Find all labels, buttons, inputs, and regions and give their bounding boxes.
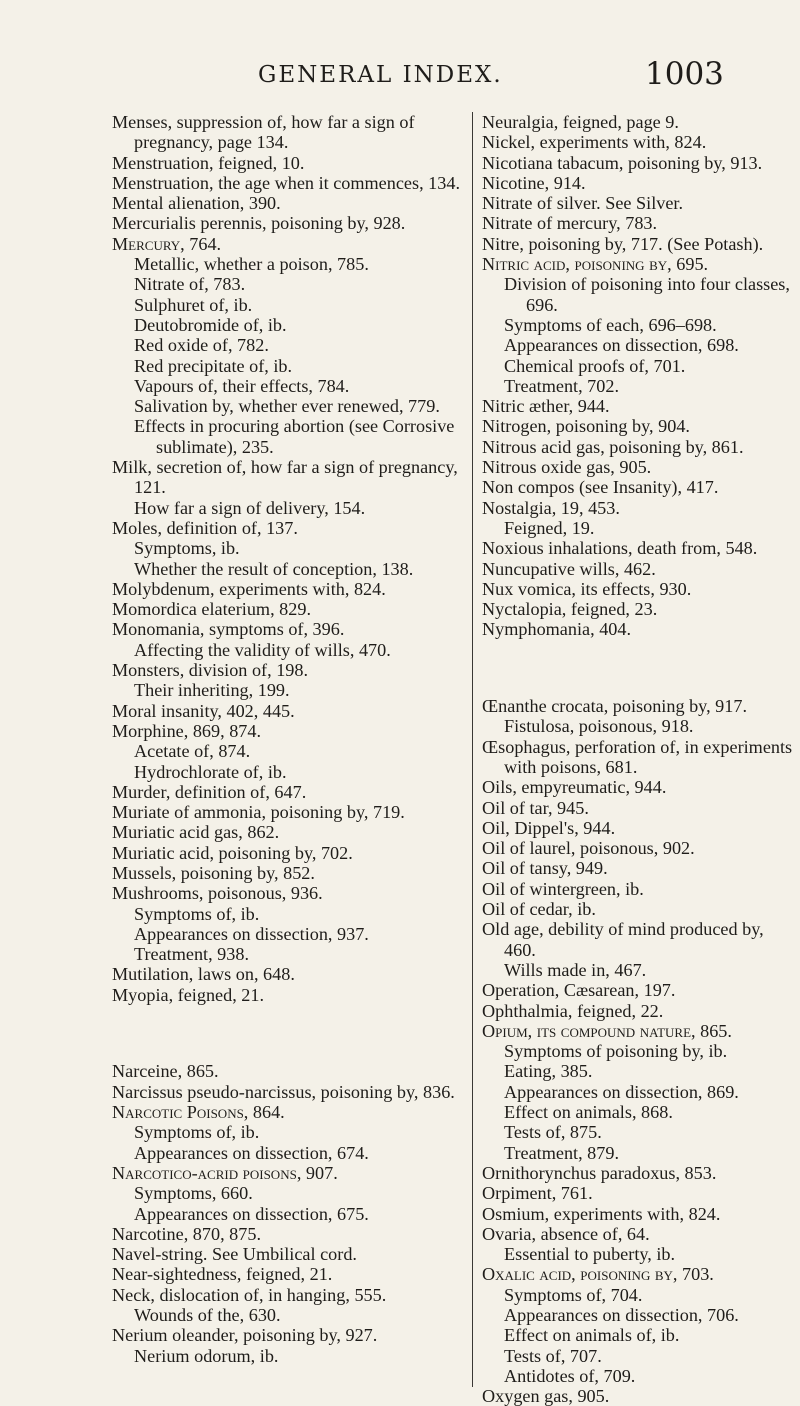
index-subentry: Chemical proofs of, 701.: [504, 355, 686, 376]
index-subentry: Symptoms of, ib.: [134, 903, 260, 924]
index-subentry: Deutobromide of, ib.: [134, 314, 287, 335]
index-entry: Murder, definition of, 647.: [112, 781, 307, 802]
index-entry: Mutilation, laws on, 648.: [112, 964, 295, 985]
index-entry: Nitrate of silver. See Silver.: [482, 193, 684, 214]
index-entry: Nerium oleander, poisoning by, 927.: [112, 1325, 378, 1346]
index-entry: Narcissus pseudo-narcissus, poisoning by, 836.: [112, 1081, 455, 1102]
index-entry: Neck, dislocation of, in hanging, 555.: [112, 1284, 387, 1305]
index-entry: Muriate of ammonia, poisoning by, 719.: [112, 802, 405, 823]
index-entry: Moles, definition of, 137.: [112, 517, 298, 538]
index-entry: Ovaria, absence of, 64.: [482, 1223, 650, 1244]
index-subentry: Symptoms of poisoning by, ib.: [504, 1041, 728, 1062]
section-gap: [482, 658, 800, 678]
index-entry: Noxious inhalations, death from, 548.: [482, 538, 758, 559]
index-entry: Oxalic acid, poisoning by, 703.: [482, 1264, 714, 1285]
index-entry: Oil of tar, 945.: [482, 797, 589, 818]
index-entry: Oil, Dippel's, 944.: [482, 817, 616, 838]
index-subentry: Treatment, 702.: [504, 375, 620, 396]
index-entry: Monsters, division of, 198.: [112, 660, 309, 681]
index-subentry: Treatment, 879.: [504, 1142, 620, 1163]
index-subentry: Nerium odorum, ib.: [134, 1345, 279, 1366]
index-subentry: Sulphuret of, ib.: [134, 294, 253, 315]
index-subentry: Effect on animals, 868.: [504, 1102, 673, 1123]
index-subentry: Symptoms, ib.: [134, 538, 240, 559]
index-subentry: Appearances on dissection, 706.: [504, 1305, 739, 1325]
index-entry: Muriatic acid, poisoning by, 702.: [112, 842, 353, 863]
index-subentry: Symptoms of each, 696–698.: [504, 314, 717, 335]
index-subentry: Essential to puberty, ib.: [504, 1244, 676, 1265]
index-entry: Oil of wintergreen, ib.: [482, 878, 644, 899]
index-entry: Opium, its compound nature, 865.: [482, 1020, 732, 1041]
index-entry: Nitric æther, 944.: [482, 396, 610, 417]
index-subentry: Appearances on dissection, 869.: [504, 1081, 739, 1102]
index-entry: Nitrous acid gas, poisoning by, 861.: [482, 436, 744, 457]
index-subentry: Nitrate of, 783.: [134, 274, 246, 295]
index-subentry: Eating, 385.: [504, 1061, 593, 1082]
index-entry: Oil of tansy, 949.: [482, 858, 608, 879]
index-entry: Neuralgia, feigned, page 9.: [482, 112, 679, 132]
index-entry: Molybdenum, experiments with, 824.: [112, 578, 386, 599]
index-subentry: Antidotes of, 709.: [504, 1365, 636, 1386]
index-entry: Menses, suppression of, how far a sign of pregnancy, page 134.: [112, 112, 415, 153]
index-entry: Morphine, 869, 874.: [112, 720, 262, 741]
index-entry: Nostalgia, 19, 453.: [482, 497, 620, 518]
index-subentry: Red oxide of, 782.: [134, 335, 269, 356]
index-subentry: Treatment, 938.: [134, 944, 250, 965]
index-entry: Momordica elaterium, 829.: [112, 599, 311, 620]
index-entry: Mushrooms, poisonous, 936.: [112, 883, 323, 904]
page-header: [0, 56, 800, 112]
index-entry: Menstruation, the age when it commences, 134.: [112, 172, 460, 193]
index-subentry: Appearances on dissection, 674.: [134, 1142, 369, 1163]
index-subentry: Appearances on dissection, 675.: [134, 1203, 369, 1224]
index-entry: Narceine, 865.: [112, 1061, 219, 1082]
index-entry: Oxygen gas, 905.: [482, 1386, 610, 1406]
index-entry: Nymphomania, 404.: [482, 619, 632, 640]
index-subentry: Wounds of the, 630.: [134, 1305, 281, 1325]
index-subentry: Hydrochlorate of, ib.: [134, 761, 287, 782]
index-subentry: Wills made in, 467.: [504, 959, 647, 980]
index-entry: Mercury, 764.: [112, 233, 222, 254]
index-entry: Oil of laurel, poisonous, 902.: [482, 838, 695, 859]
index-subentry: Effects in procuring abortion (see Corrosive sublimate), 235.: [134, 416, 455, 457]
index-entry: Menstruation, feigned, 10.: [112, 152, 305, 173]
index-subentry: Tests of, 707.: [504, 1345, 602, 1366]
index-entry: Nicotine, 914.: [482, 172, 586, 193]
index-entry: Non compos (see Insanity), 417.: [482, 477, 719, 498]
index-entry: Œsophagus, perforation of, in experiments with poisons, 681.: [482, 736, 793, 777]
index-entry: Nickel, experiments with, 824.: [482, 132, 707, 153]
index-subentry: Metallic, whether a poison, 785.: [134, 254, 369, 275]
index-entry: Ophthalmia, feigned, 22.: [482, 1000, 664, 1021]
index-subentry: Vapours of, their effects, 784.: [134, 375, 350, 396]
index-column-right: [482, 112, 800, 1406]
index-entry: Mercurialis perennis, poisoning by, 928.: [112, 213, 406, 234]
column-divider: [472, 112, 473, 1387]
index-entry: Mussels, poisoning by, 852.: [112, 862, 315, 883]
running-title: GENERAL INDEX.: [258, 62, 503, 88]
index-subentry: Effect on animals of, ib.: [504, 1325, 680, 1346]
index-entry: Milk, secretion of, how far a sign of pregnancy, 121.: [112, 457, 458, 498]
index-subentry: Their inheriting, 199.: [134, 680, 290, 701]
index-entry: Mental alienation, 390.: [112, 193, 281, 214]
index-subentry: Symptoms of, 704.: [504, 1284, 643, 1305]
index-entry: Nitre, poisoning by, 717. (See Potash).: [482, 233, 764, 254]
index-entry: Ornithorynchus paradoxus, 853.: [482, 1162, 717, 1183]
index-subentry: Appearances on dissection, 937.: [134, 923, 369, 944]
index-entry: Orpiment, 761.: [482, 1183, 593, 1204]
index-subentry: Symptoms of, ib.: [134, 1122, 260, 1143]
index-entry: Narcotine, 870, 875.: [112, 1223, 261, 1244]
index-entry: Nitric acid, poisoning by, 695.: [482, 254, 709, 275]
index-entry: Near-sightedness, feigned, 21.: [112, 1264, 333, 1285]
index-subentry: Tests of, 875.: [504, 1122, 602, 1143]
index-subentry: Acetate of, 874.: [134, 741, 251, 762]
index-subentry: Feigned, 19.: [504, 517, 595, 538]
index-column-left: [112, 112, 466, 1366]
index-entry: Nux vomica, its effects, 930.: [482, 578, 692, 599]
index-subentry: Affecting the validity of wills, 470.: [134, 639, 391, 660]
index-entry: Nuncupative wills, 462.: [482, 558, 656, 579]
index-subentry: How far a sign of delivery, 154.: [134, 497, 366, 518]
index-subentry: Appearances on dissection, 698.: [504, 335, 739, 356]
index-entry: Navel-string. See Umbilical cord.: [112, 1244, 357, 1265]
section-gap: [112, 1023, 466, 1043]
index-entry: Old age, debility of mind produced by, 460.: [482, 919, 764, 960]
index-subentry: Red precipitate of, ib.: [134, 355, 293, 376]
index-entry: Narcotic Poisons, 864.: [112, 1102, 285, 1123]
index-entry: Monomania, symptoms of, 396.: [112, 619, 345, 640]
index-entry: Oil of cedar, ib.: [482, 899, 596, 920]
index-subentry: Symptoms, 660.: [134, 1183, 253, 1204]
index-entry: Moral insanity, 402, 445.: [112, 700, 295, 721]
index-entry: Nitrous oxide gas, 905.: [482, 457, 652, 478]
index-entry: Muriatic acid gas, 862.: [112, 822, 280, 843]
index-entry: Nitrate of mercury, 783.: [482, 213, 658, 234]
index-subentry: Division of poisoning into four classes, 696.: [504, 274, 790, 315]
index-entry: Narcotico-acrid poisons, 907.: [112, 1162, 338, 1183]
index-entry: Myopia, feigned, 21.: [112, 984, 265, 1005]
index-entry: Œnanthe crocata, poisoning by, 917.: [482, 696, 748, 717]
index-entry: Nicotiana tabacum, poisoning by, 913.: [482, 152, 763, 173]
index-entry: Oils, empyreumatic, 944.: [482, 777, 667, 798]
index-subentry: Salivation by, whether ever renewed, 779.: [134, 396, 440, 417]
page-number: 1003: [645, 56, 724, 92]
index-entry: Nitrogen, poisoning by, 904.: [482, 416, 690, 437]
index-entry: Nyctalopia, feigned, 23.: [482, 599, 658, 620]
index-entry: Osmium, experiments with, 824.: [482, 1203, 721, 1224]
index-subentry: Fistulosa, poisonous, 918.: [504, 716, 694, 737]
index-entry: Operation, Cæsarean, 197.: [482, 980, 676, 1001]
index-subentry: Whether the result of conception, 138.: [134, 558, 414, 579]
